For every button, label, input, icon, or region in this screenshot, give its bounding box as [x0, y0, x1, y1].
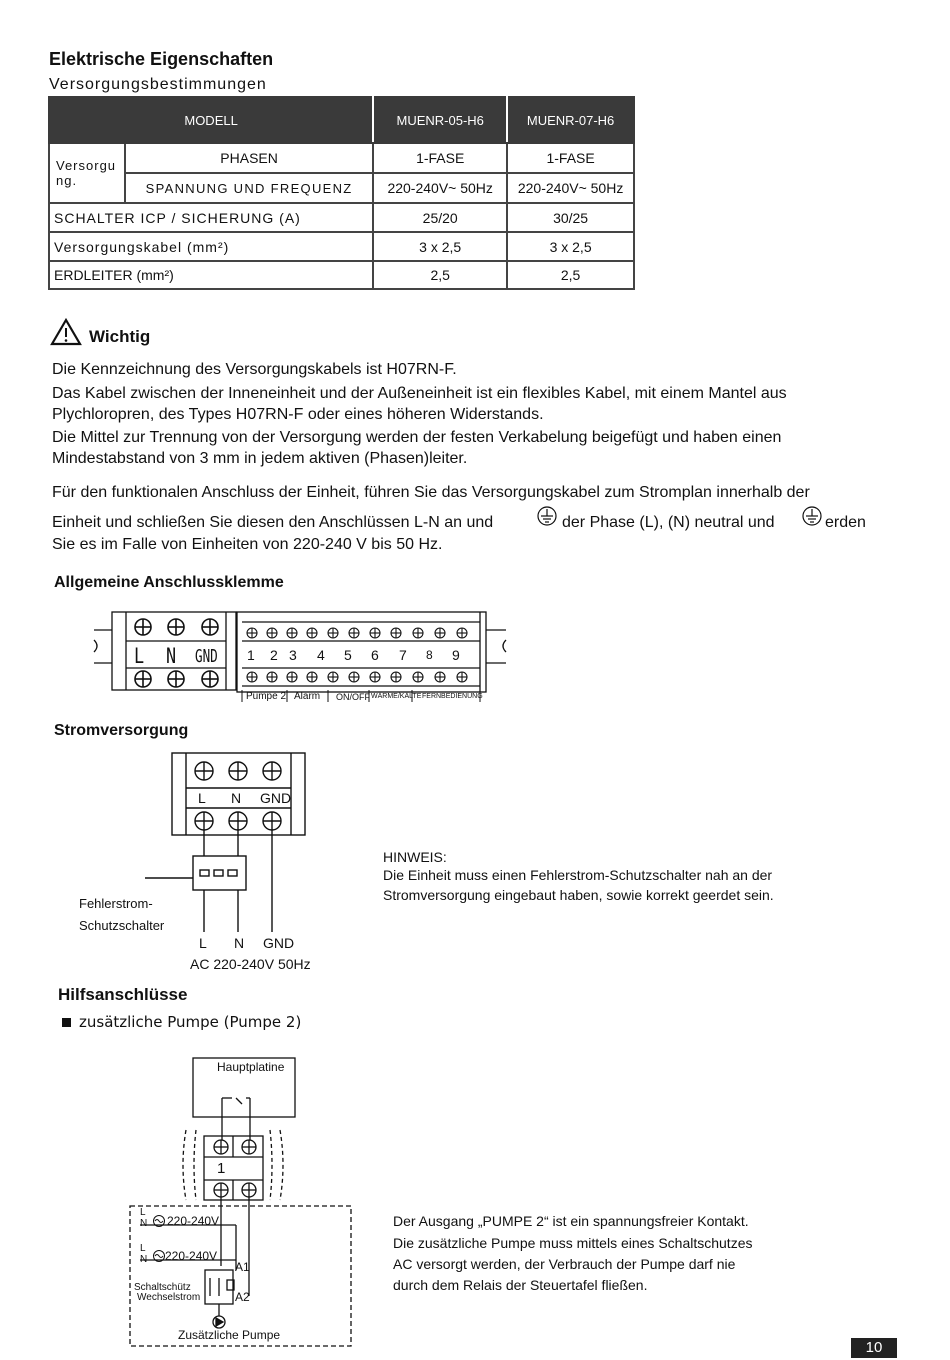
small-screw-icons [247, 628, 467, 682]
row-value: 30/25 [507, 203, 634, 232]
line-label-n: N [140, 1218, 148, 1229]
terminal-label-gnd: GND [195, 646, 218, 667]
connection-text-line2b: der Phase (L), (N) neutral und [562, 514, 775, 531]
terminal-label-l: L [134, 644, 145, 668]
row-value: 1-FASE [507, 143, 634, 173]
warning-line: Das Kabel zwischen der Inneneinheit und der Außeneinheit ist ein flexibles Kabel, mit einem Mantel aus Plychloropren, des Types H07RN-F oder eines höheren Widerstands. [52, 385, 787, 423]
row-value: 25/20 [373, 203, 507, 232]
warning-line: Die Kennzeichnung des Versorgungskabels ist H07RN-F. [52, 361, 457, 378]
connection-text-line2a: Einheit und schließen Sie diesen den Anschlüssen L-N an und [52, 514, 494, 531]
power-supply-diagram [145, 753, 305, 932]
row-label: SPANNUNG UND FREQUENZ [125, 173, 373, 203]
aux-section-title: Hilfsanschlüsse [58, 985, 188, 1004]
supply-label: AC 220-240V 50Hz [190, 956, 311, 972]
row-value: 220-240V~ 50Hz [373, 173, 507, 203]
row-value: 3 x 2,5 [507, 232, 634, 261]
power-section-title: Stromversorgung [54, 722, 189, 739]
header-model-07: MUENR-07-H6 [507, 97, 634, 143]
aux-desc-line: Der Ausgang „PUMPE 2“ ist ein spannungsfreier Kontakt. [393, 1213, 749, 1229]
terminal-number: 7 [399, 647, 407, 663]
aux-desc-line: Die zusätzliche Pumpe muss mittels eines Schaltschutzes [393, 1235, 753, 1251]
terminal-number: 4 [317, 647, 325, 663]
warning-title: Wichtig [89, 327, 151, 346]
warning-line: Die Mittel zur Trennung von der Versorgung werden der festen Verkabelung beigefügt und haben einen Mindestabstand von 3 mm in jedem aktiven (Phasen)leiter. [52, 429, 782, 467]
breaker-label-line1: Fehlerstrom- [79, 896, 153, 911]
line-label-l: L [140, 1243, 146, 1254]
aux-bullet-text: zusätzliche Pumpe (Pumpe 2) [79, 1013, 302, 1031]
caption-pumpe2: Pumpe 2 [246, 691, 287, 702]
contactor-a2: A2 [235, 1290, 250, 1304]
header-model: MODELL [49, 97, 373, 143]
voltage-label: 220-240V [165, 1249, 218, 1263]
contactor-a1: A1 [235, 1260, 250, 1274]
caption-remote: FERNBEDIENUNG [422, 693, 483, 700]
terminal-number: 3 [289, 647, 297, 663]
row-value: 2,5 [507, 261, 634, 289]
bullet-square-icon [62, 1018, 71, 1027]
block-label-n: N [231, 790, 242, 806]
connection-text-line1: Für den funktionalen Anschluss der Einheit, führen Sie das Versorgungskabel zum Stromplan innerhalb der [52, 484, 810, 501]
block-label-gnd: GND [260, 790, 292, 806]
caption-heat-cool: WÄRME/KÄLTE [371, 693, 422, 700]
line-label-l: L [140, 1207, 146, 1218]
row-value: 3 x 2,5 [373, 232, 507, 261]
row-label: ERDLEITER (mm²) [49, 261, 373, 289]
connection-text-line3: Sie es im Falle von Einheiten von 220-240 V bis 50 Hz. [52, 536, 443, 553]
row-value: 2,5 [373, 261, 507, 289]
terminal-number: 6 [371, 647, 379, 663]
terminal-section-title: Allgemeine Anschlussklemme [54, 574, 284, 591]
wire-label-l: L [199, 935, 207, 951]
ground-icon [538, 507, 556, 525]
terminal-number: 8 [426, 648, 433, 662]
pump-label: Zusätzliche Pumpe [178, 1328, 281, 1342]
terminal-number: 5 [344, 647, 352, 663]
breaker-label-line2: Schutzschalter [79, 918, 165, 933]
caption-alarm: Alarm [294, 691, 321, 702]
row-value: 220-240V~ 50Hz [507, 173, 634, 203]
line-label-n: N [140, 1254, 148, 1265]
wire-label-n: N [234, 935, 245, 951]
aux-desc-line: AC versorgt werden, der Verbrauch der Pumpe darf nie [393, 1256, 736, 1272]
group-label: Versorgu ng. [49, 143, 125, 203]
contactor-label: Schaltschütz [134, 1282, 191, 1293]
warning-icon [52, 320, 80, 344]
wire-label-gnd: GND [263, 935, 295, 951]
block-label-l: L [198, 790, 206, 806]
connection-text-line2c: erden [825, 514, 866, 531]
voltage-label: 220-240V [167, 1214, 220, 1228]
ac-source-icon [154, 1216, 165, 1262]
page-number: 10 [851, 1338, 897, 1358]
aux-terminal-number: 1 [217, 1160, 226, 1177]
terminal-number: 9 [452, 647, 460, 663]
contactor-label: Wechselstrom [137, 1292, 201, 1303]
terminal-label-n: N [166, 644, 177, 668]
section-subheading: Versorgungsbestimmungen [49, 76, 267, 93]
row-value: 1-FASE [373, 143, 507, 173]
row-label: PHASEN [125, 143, 373, 173]
mainboard-label: Hauptplatine [217, 1060, 285, 1074]
note-line: Stromversorgung eingebaut haben, sowie korrekt geerdet sein. [383, 887, 774, 903]
terminal-number: 2 [270, 647, 278, 663]
caption-onoff: ON/OFF [336, 692, 370, 702]
note-title: HINWEIS: [383, 849, 447, 865]
row-label: SCHALTER ICP / SICHERUNG (A) [49, 203, 373, 232]
row-label: Versorgungskabel (mm²) [49, 232, 373, 261]
ground-icon [803, 507, 821, 525]
note-line: Die Einheit muss einen Fehlerstrom-Schutzschalter nah an der [383, 867, 773, 883]
header-model-05: MUENR-05-H6 [373, 97, 507, 143]
aux-desc-line: durch dem Relais der Steuertafel fließen. [393, 1277, 648, 1293]
terminal-number: 1 [247, 647, 255, 663]
section-heading: Elektrische Eigenschaften [49, 49, 274, 69]
